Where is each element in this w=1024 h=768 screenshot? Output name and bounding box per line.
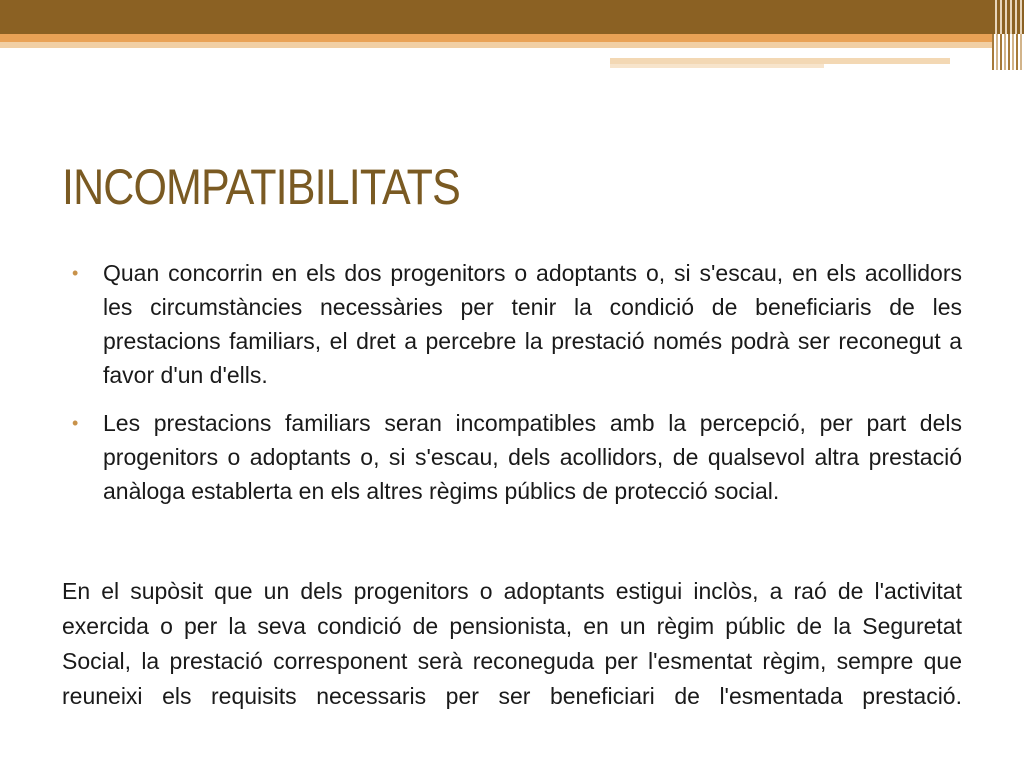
bullet-dot-icon: • xyxy=(72,413,79,433)
header-pale-bar-short xyxy=(610,64,824,68)
bullet-list xyxy=(62,256,962,522)
slide-title: INCOMPATIBILITATS xyxy=(62,159,460,215)
body-paragraph: En el supòsit que un dels progenitors o adoptants estigui inclòs, a raó de l'activitat exercida o per la seva condició de pensionista, en un règim públic de la Seguretat Social, la prestació corresponent serà reconeguda per l'esmentat règim, sempre que reuneixi els requisits necessaris per ser beneficiari de l'esmentada prestació. xyxy=(62,578,962,709)
header-stripes-cap xyxy=(992,0,1024,34)
bullet-item xyxy=(62,256,962,392)
header-accent-bar xyxy=(0,34,992,42)
bullet-text: Les prestacions familiars seran incompatibles amb la percepció, per part dels progenitors o adoptants o, si s'escau, dels acollidors, de qualsevol altra prestació anàloga establerta en els altres règims públics de protecció social. xyxy=(103,410,962,504)
bullet-dot-icon: • xyxy=(72,263,79,283)
bullet-text: Quan concorrin en els dos progenitors o adoptants o, si s'escau, en els acollidors les circumstàncies necessàries per tenir la condició de beneficiaris de les prestacions familiars, el dret a percebre la prestació només podrà ser reconegut a favor d'un d'ells. xyxy=(103,260,962,388)
header-bar xyxy=(0,0,992,34)
bullet-item xyxy=(62,406,962,508)
header-light-bar xyxy=(0,42,992,48)
